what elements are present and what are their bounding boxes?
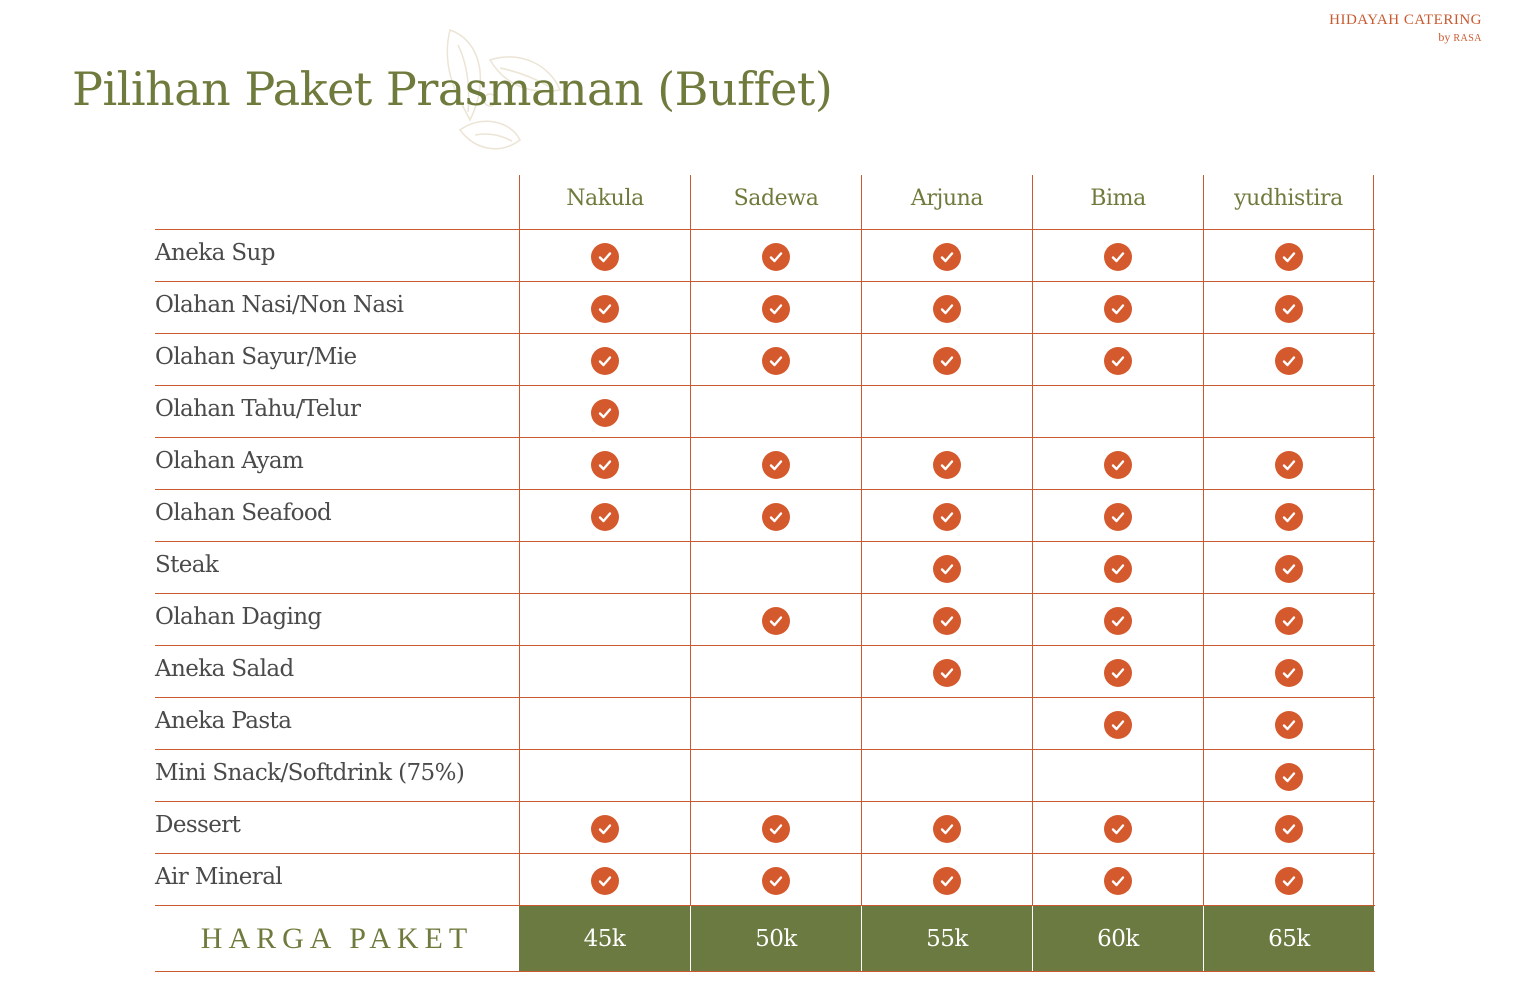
check-circle-icon: [933, 451, 961, 479]
item-cell: [519, 386, 690, 437]
package-header-yudhistira: yudhistira: [1234, 185, 1343, 211]
item-label: Olahan Seafood: [155, 499, 332, 526]
item-label: Aneka Pasta: [155, 707, 292, 734]
item-label: Olahan Daging: [155, 603, 322, 630]
check-circle-icon: [1275, 815, 1303, 843]
brand-sub-name: RASA: [1453, 33, 1482, 44]
check-circle-icon: [933, 243, 961, 271]
check-circle-icon: [762, 243, 790, 271]
table-row: [155, 386, 1375, 438]
brand-sub-prefix: by: [1438, 30, 1451, 44]
check-circle-icon: [1275, 503, 1303, 531]
item-cell: [1032, 854, 1203, 905]
check-circle-icon: [1104, 711, 1132, 739]
item-cell: [519, 230, 690, 281]
item-label: Olahan Nasi/Non Nasi: [155, 291, 404, 318]
item-cell: [1032, 646, 1203, 697]
item-cell: [1203, 334, 1374, 385]
item-cell: [690, 282, 861, 333]
brand-name: HIDAYAH CATERING: [1329, 12, 1482, 28]
check-circle-icon: [1275, 763, 1303, 791]
check-circle-icon: [933, 295, 961, 323]
table-header-row: [155, 175, 1375, 230]
item-cell: [1203, 698, 1374, 749]
item-cell: [1032, 802, 1203, 853]
item-cell: [861, 438, 1032, 489]
item-cell: [861, 802, 1032, 853]
check-circle-icon: [1275, 347, 1303, 375]
brand-sub: [1329, 30, 1482, 45]
item-label: Aneka Salad: [155, 655, 294, 682]
page-title: Pilihan Paket Prasmanan (Buffet): [72, 62, 833, 116]
item-cell: [861, 594, 1032, 645]
table-row: [155, 854, 1375, 906]
table-row: [155, 334, 1375, 386]
item-cell: [690, 438, 861, 489]
item-cell: [1032, 594, 1203, 645]
check-circle-icon: [591, 867, 619, 895]
check-circle-icon: [762, 867, 790, 895]
table-row: [155, 438, 1375, 490]
item-label: Mini Snack/Softdrink (75%): [155, 759, 465, 786]
item-cell: [1032, 490, 1203, 541]
brand-logo: [1329, 12, 1482, 45]
table-row: [155, 802, 1375, 854]
item-cell: [519, 438, 690, 489]
check-circle-icon: [1104, 867, 1132, 895]
table-row: [155, 542, 1375, 594]
check-circle-icon: [591, 243, 619, 271]
item-cell: [519, 698, 690, 749]
item-cell: [690, 542, 861, 593]
item-cell: [861, 750, 1032, 801]
item-cell: [690, 646, 861, 697]
item-label: Air Mineral: [155, 863, 283, 890]
check-circle-icon: [933, 867, 961, 895]
item-cell: [1032, 750, 1203, 801]
check-circle-icon: [1275, 295, 1303, 323]
item-rows: [155, 230, 1375, 906]
check-circle-icon: [762, 347, 790, 375]
table-row: [155, 750, 1375, 802]
item-cell: [690, 230, 861, 281]
price-row: [155, 906, 1375, 972]
item-cell: [861, 646, 1032, 697]
item-cell: [861, 542, 1032, 593]
item-cell: [519, 646, 690, 697]
header-spacer: [155, 175, 519, 229]
table-row: [155, 594, 1375, 646]
check-circle-icon: [1104, 243, 1132, 271]
item-cell: [1203, 282, 1374, 333]
package-header-bima: Bima: [1090, 185, 1146, 211]
check-circle-icon: [762, 503, 790, 531]
item-cell: [519, 854, 690, 905]
item-label: Dessert: [155, 811, 241, 838]
check-circle-icon: [762, 815, 790, 843]
item-cell: [519, 490, 690, 541]
check-circle-icon: [1275, 711, 1303, 739]
check-circle-icon: [1104, 815, 1132, 843]
item-cell: [1032, 698, 1203, 749]
item-label: Olahan Ayam: [155, 447, 304, 474]
item-cell: [861, 386, 1032, 437]
price-yudhistira: 65k: [1203, 906, 1374, 971]
item-cell: [1203, 854, 1374, 905]
package-header-sadewa: Sadewa: [733, 185, 819, 211]
check-circle-icon: [591, 451, 619, 479]
item-cell: [1032, 230, 1203, 281]
item-cell: [1032, 386, 1203, 437]
item-cell: [690, 750, 861, 801]
check-circle-icon: [1104, 295, 1132, 323]
check-circle-icon: [933, 555, 961, 583]
check-circle-icon: [762, 607, 790, 635]
item-cell: [1203, 750, 1374, 801]
item-cell: [519, 542, 690, 593]
item-cell: [861, 282, 1032, 333]
item-cell: [690, 490, 861, 541]
check-circle-icon: [1275, 867, 1303, 895]
price-arjuna: 55k: [861, 906, 1032, 971]
check-circle-icon: [591, 347, 619, 375]
item-cell: [519, 802, 690, 853]
item-cell: [1203, 490, 1374, 541]
table-row: [155, 698, 1375, 750]
check-circle-icon: [933, 607, 961, 635]
check-circle-icon: [762, 295, 790, 323]
check-circle-icon: [762, 451, 790, 479]
item-cell: [861, 230, 1032, 281]
item-cell: [1203, 438, 1374, 489]
price-nakula: 45k: [519, 906, 690, 971]
package-table: [155, 175, 1375, 972]
table-row: [155, 282, 1375, 334]
item-label: Olahan Tahu/Telur: [155, 395, 361, 422]
item-cell: [1032, 542, 1203, 593]
check-circle-icon: [1104, 659, 1132, 687]
table-row: [155, 646, 1375, 698]
check-circle-icon: [1275, 659, 1303, 687]
item-cell: [690, 334, 861, 385]
check-circle-icon: [1104, 347, 1132, 375]
check-circle-icon: [591, 399, 619, 427]
check-circle-icon: [591, 503, 619, 531]
check-circle-icon: [1104, 503, 1132, 531]
price-label: HARGA PAKET: [200, 921, 474, 955]
item-cell: [1032, 282, 1203, 333]
item-cell: [1203, 646, 1374, 697]
check-circle-icon: [933, 815, 961, 843]
item-label: Aneka Sup: [155, 239, 275, 266]
item-cell: [519, 594, 690, 645]
check-circle-icon: [1104, 555, 1132, 583]
check-circle-icon: [1104, 607, 1132, 635]
check-circle-icon: [933, 503, 961, 531]
price-bima: 60k: [1032, 906, 1203, 971]
package-header-nakula: Nakula: [566, 185, 644, 211]
table-row: [155, 490, 1375, 542]
item-cell: [519, 282, 690, 333]
item-cell: [1203, 802, 1374, 853]
item-cell: [690, 698, 861, 749]
item-cell: [861, 334, 1032, 385]
price-sadewa: 50k: [690, 906, 861, 971]
item-cell: [690, 386, 861, 437]
check-circle-icon: [933, 659, 961, 687]
item-cell: [1203, 230, 1374, 281]
item-label: Steak: [155, 551, 219, 578]
item-cell: [1203, 594, 1374, 645]
table-row: [155, 230, 1375, 282]
item-cell: [1032, 334, 1203, 385]
item-cell: [861, 490, 1032, 541]
item-cell: [861, 698, 1032, 749]
check-circle-icon: [591, 295, 619, 323]
item-cell: [861, 854, 1032, 905]
item-cell: [1203, 386, 1374, 437]
check-circle-icon: [1275, 555, 1303, 583]
check-circle-icon: [933, 347, 961, 375]
check-circle-icon: [1275, 607, 1303, 635]
check-circle-icon: [1104, 451, 1132, 479]
item-label: Olahan Sayur/Mie: [155, 343, 357, 370]
check-circle-icon: [1275, 451, 1303, 479]
item-cell: [1032, 438, 1203, 489]
package-header-arjuna: Arjuna: [910, 185, 984, 211]
item-cell: [690, 854, 861, 905]
item-cell: [1203, 542, 1374, 593]
item-cell: [690, 594, 861, 645]
item-cell: [519, 750, 690, 801]
item-cell: [690, 802, 861, 853]
item-cell: [519, 334, 690, 385]
check-circle-icon: [591, 815, 619, 843]
check-circle-icon: [1275, 243, 1303, 271]
